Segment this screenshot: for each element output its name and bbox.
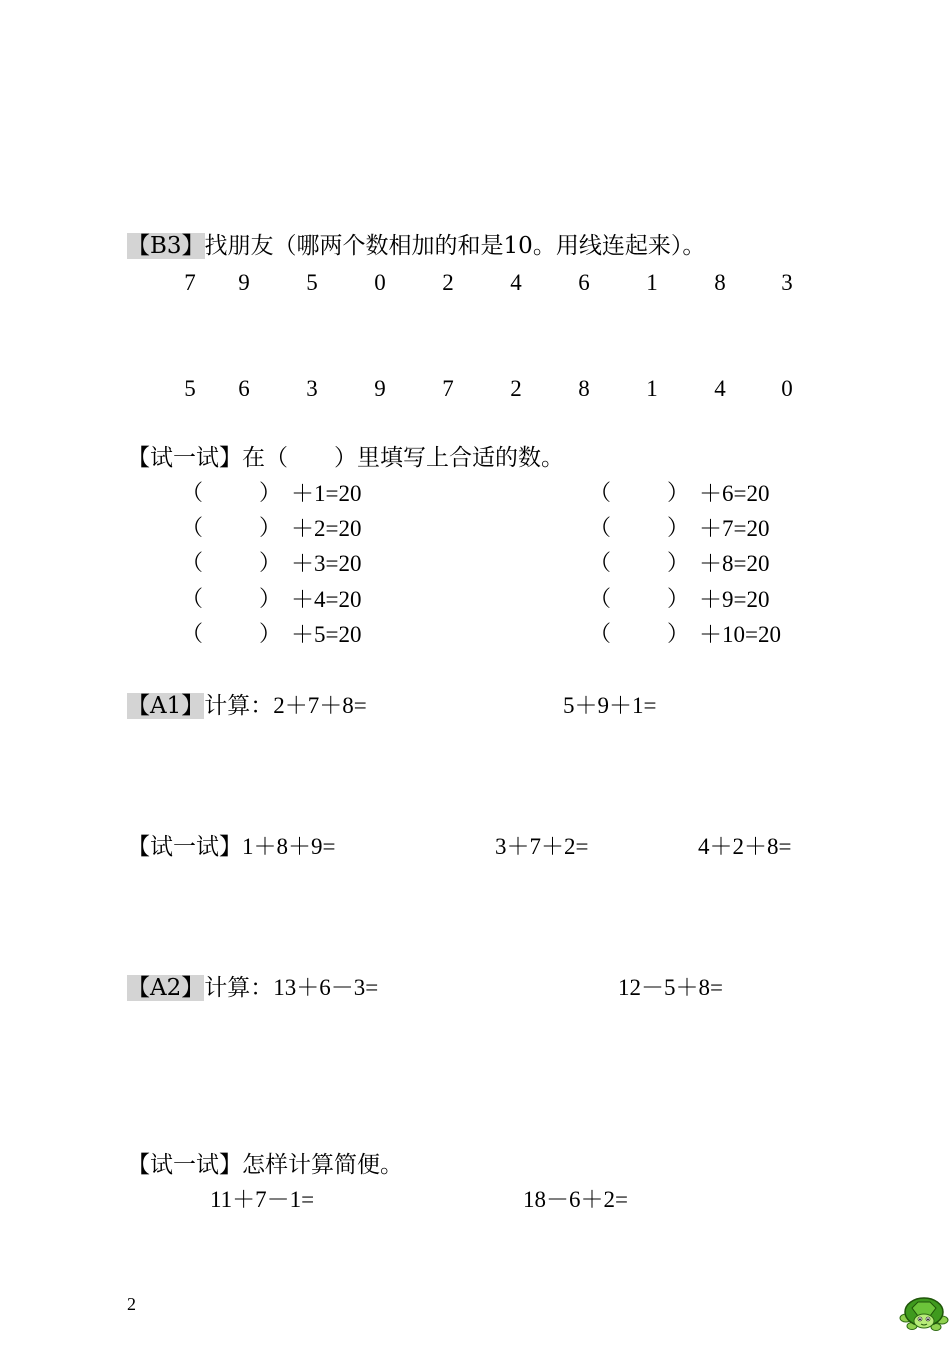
b3-top-number: 7 <box>184 270 196 295</box>
close-paren: ） <box>667 551 690 576</box>
try1-tag: 【试一试】 <box>127 445 242 471</box>
b3-bottom-number: 4 <box>714 376 726 401</box>
open-paren: （ <box>589 516 612 541</box>
a2-expression-2: 12－5＋8= <box>618 975 723 1000</box>
fill-blank-expression: ＋1=20 <box>291 481 362 506</box>
b3-instruction: 找朋友（哪两个数相加的和是10。用线连起来）。 <box>204 233 706 259</box>
open-paren: （ <box>181 587 204 612</box>
page-number: 2 <box>127 1294 136 1314</box>
open-paren: （ <box>181 516 204 541</box>
b3-bottom-number: 6 <box>238 376 250 401</box>
b3-top-number: 2 <box>442 270 454 295</box>
a1-expression-2: 5＋9＋1= <box>563 693 657 718</box>
try2-expression-3: 4＋2＋8= <box>698 834 792 859</box>
fill-blank-expression: ＋5=20 <box>291 622 362 647</box>
turtle-icon <box>898 1288 950 1332</box>
close-paren: ） <box>259 622 282 647</box>
fill-blank-expression: ＋8=20 <box>699 551 770 576</box>
b3-bottom-number: 0 <box>781 376 793 401</box>
fill-blank-expression: ＋4=20 <box>291 587 362 612</box>
b3-tag: 【B3】 <box>127 233 205 259</box>
close-paren: ） <box>259 516 282 541</box>
open-paren: （ <box>589 587 612 612</box>
fill-blank-expression: ＋3=20 <box>291 551 362 576</box>
open-paren: （ <box>181 481 204 506</box>
a1-label: 计算： <box>204 693 274 719</box>
close-paren: ） <box>667 516 690 541</box>
try3-expression-1: 11＋7－1= <box>210 1187 315 1212</box>
try2-expression-2: 3＋7＋2= <box>495 834 589 859</box>
try3-expression-2: 18－6＋2= <box>523 1187 628 1212</box>
close-paren: ） <box>667 481 690 506</box>
close-paren: ） <box>667 587 690 612</box>
a1-expression-1: 2＋7＋8= <box>273 693 367 718</box>
b3-top-number: 3 <box>781 270 793 295</box>
b3-bottom-number: 5 <box>184 376 196 401</box>
b3-top-number: 5 <box>306 270 318 295</box>
b3-top-number: 8 <box>714 270 726 295</box>
fill-blank-expression: ＋9=20 <box>699 587 770 612</box>
try2-heading <box>127 832 335 862</box>
a1-tag: 【A1】 <box>127 693 205 719</box>
open-paren: （ <box>589 622 612 647</box>
b3-bottom-number: 3 <box>306 376 318 401</box>
try2-tag: 【试一试】 <box>127 834 242 860</box>
try3-tag: 【试一试】 <box>127 1152 242 1178</box>
open-paren: （ <box>181 551 204 576</box>
fill-blank-expression: ＋7=20 <box>699 516 770 541</box>
b3-bottom-number: 2 <box>510 376 522 401</box>
try1-instruction: 在（ ）里填写上合适的数。 <box>242 445 564 471</box>
fill-blank-expression: ＋2=20 <box>291 516 362 541</box>
try3-instruction: 怎样计算简便。 <box>242 1152 403 1178</box>
b3-bottom-number: 9 <box>374 376 386 401</box>
b3-bottom-number: 7 <box>442 376 454 401</box>
close-paren: ） <box>259 587 282 612</box>
b3-top-number: 9 <box>238 270 250 295</box>
b3-bottom-number: 1 <box>646 376 658 401</box>
open-paren: （ <box>589 481 612 506</box>
a2-label: 计算： <box>204 975 274 1001</box>
try3-heading <box>127 1150 403 1180</box>
a1-heading <box>127 691 367 721</box>
a2-expression-1: 13＋6－3= <box>273 975 379 1000</box>
close-paren: ） <box>259 551 282 576</box>
close-paren: ） <box>259 481 282 506</box>
b3-top-number: 6 <box>578 270 590 295</box>
fill-blank-expression: ＋6=20 <box>699 481 770 506</box>
try2-expression-1: 1＋8＋9= <box>242 834 336 859</box>
a2-tag: 【A2】 <box>127 975 205 1001</box>
b3-top-number: 4 <box>510 270 522 295</box>
b3-heading <box>127 231 705 261</box>
close-paren: ） <box>667 622 690 647</box>
b3-bottom-number: 8 <box>578 376 590 401</box>
fill-blank-expression: ＋10=20 <box>699 622 781 647</box>
open-paren: （ <box>589 551 612 576</box>
open-paren: （ <box>181 622 204 647</box>
try1-heading <box>127 443 564 473</box>
a2-heading <box>127 973 378 1003</box>
b3-top-number: 0 <box>374 270 386 295</box>
b3-top-number: 1 <box>646 270 658 295</box>
